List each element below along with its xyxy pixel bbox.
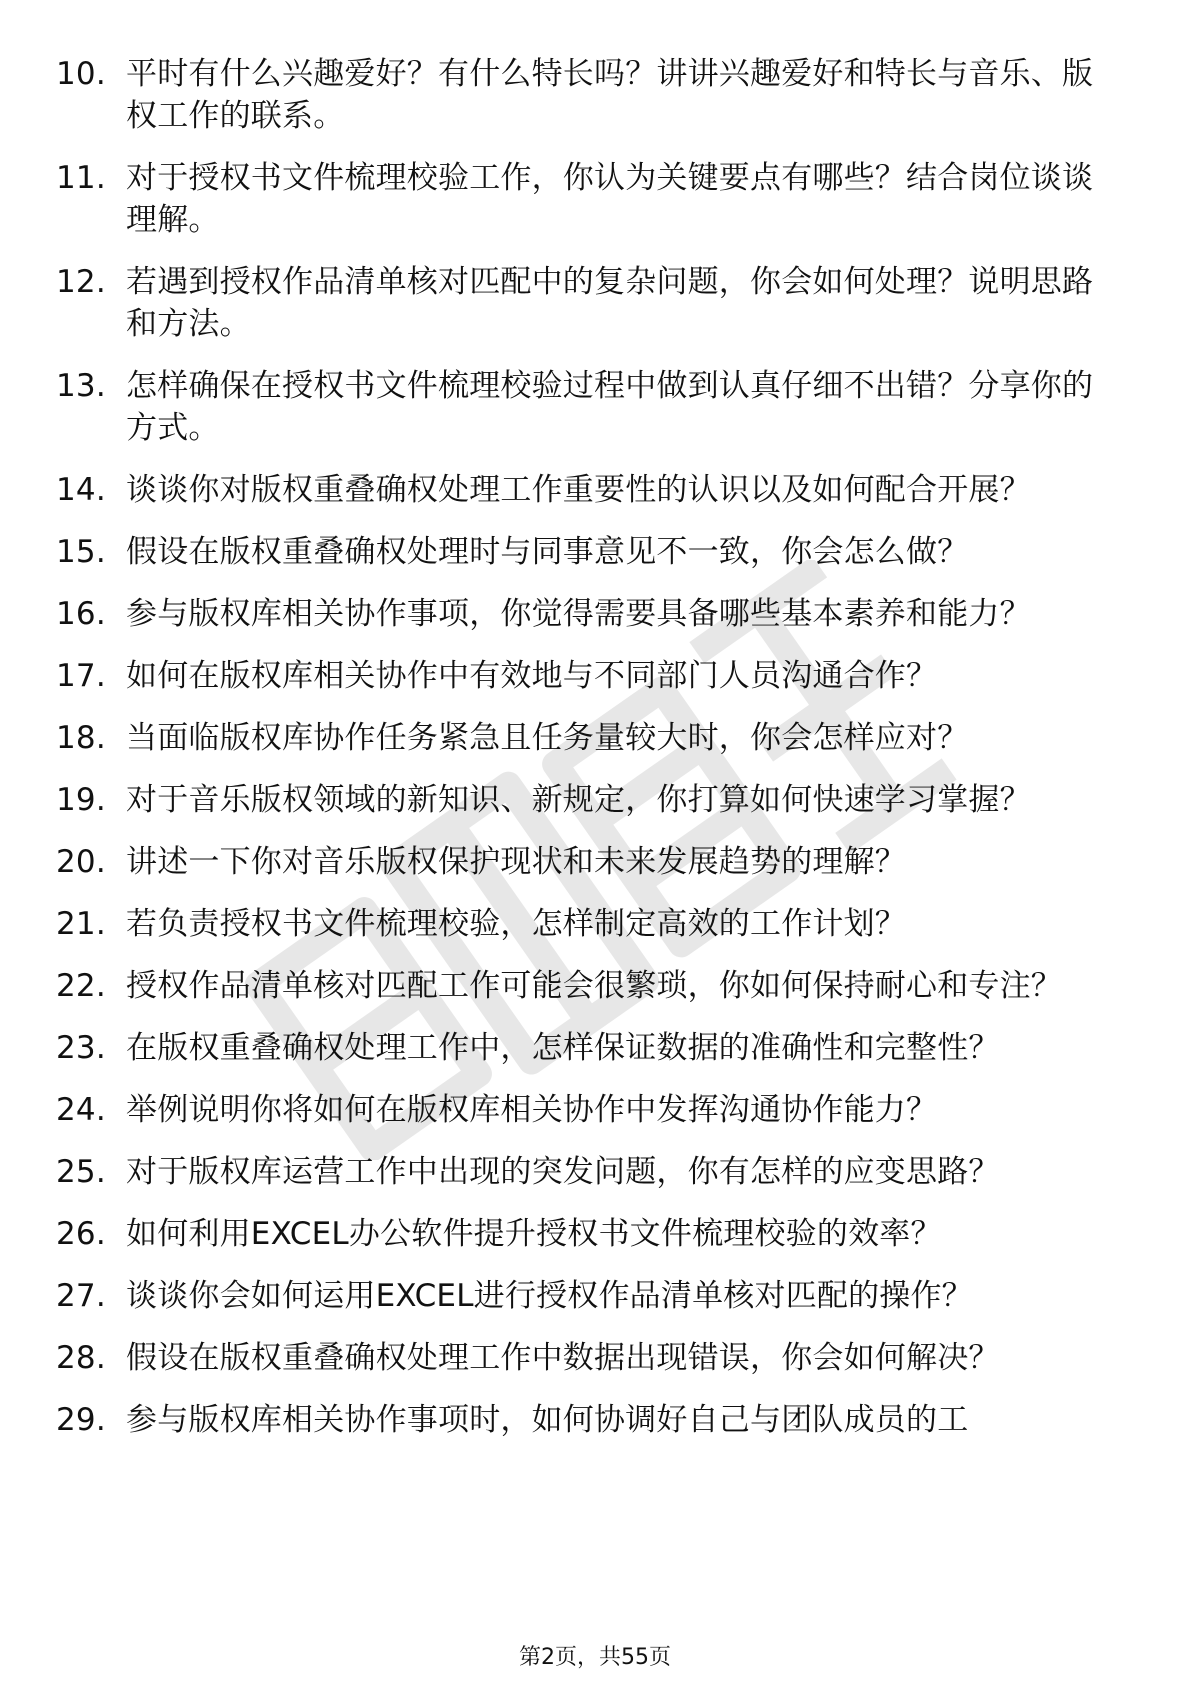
- question-text: 参与版权库相关协作事项时，如何协调好自己与团队成员的工: [126, 1402, 969, 1438]
- question-item-13: [56, 365, 1106, 449]
- question-item-15: [56, 531, 1106, 573]
- question-text: 讲述一下你对音乐版权保护现状和未来发展趋势的理解？: [126, 844, 906, 880]
- question-number: 14.: [56, 472, 106, 508]
- question-text: 如何利用EXCEL办公软件提升授权书文件梳理校验的效率？: [126, 1216, 942, 1252]
- question-number: 18.: [56, 720, 106, 756]
- question-number: 21.: [56, 906, 106, 942]
- question-number: 25.: [56, 1154, 106, 1190]
- question-item-19: [56, 779, 1106, 821]
- question-text: 若负责授权书文件梳理校验，怎样制定高效的工作计划？: [126, 906, 906, 942]
- question-text: 对于版权库运营工作中出现的突发问题，你有怎样的应变思路？: [126, 1154, 1000, 1190]
- question-item-16: [56, 593, 1106, 635]
- question-number: 26.: [56, 1216, 106, 1252]
- question-number: 23.: [56, 1030, 106, 1066]
- question-number: 29.: [56, 1402, 106, 1438]
- question-text: 谈谈你对版权重叠确权处理工作重要性的认识以及如何配合开展？: [126, 472, 1031, 508]
- question-text: 对于音乐版权领域的新知识、新规定，你打算如何快速学习掌握？: [126, 782, 1031, 818]
- question-item-21: [56, 903, 1106, 945]
- question-number: 15.: [56, 534, 106, 570]
- question-text: 参与版权库相关协作事项，你觉得需要具备哪些基本素养和能力？: [126, 596, 1031, 632]
- question-number: 12.: [56, 264, 106, 300]
- question-text: 怎样确保在授权书文件梳理校验过程中做到认真仔细不出错？分享你的方式。: [126, 368, 1094, 446]
- question-number: 22.: [56, 968, 106, 1004]
- question-text: 假设在版权重叠确权处理工作中数据出现错误，你会如何解决？: [126, 1340, 1000, 1376]
- question-number: 28.: [56, 1340, 106, 1376]
- question-text: 对于授权书文件梳理校验工作，你认为关键要点有哪些？结合岗位谈谈理解。: [126, 160, 1094, 238]
- question-item-18: [56, 717, 1106, 759]
- question-text: 如何在版权库相关协作中有效地与不同部门人员沟通合作？: [126, 658, 938, 694]
- question-text: 若遇到授权作品清单核对匹配中的复杂问题，你会如何处理？说明思路和方法。: [126, 264, 1094, 342]
- question-text: 当面临版权库协作任务紧急且任务量较大时，你会怎样应对？: [126, 720, 969, 756]
- question-item-28: [56, 1337, 1106, 1379]
- question-number: 11.: [56, 160, 106, 196]
- question-number: 10.: [56, 56, 106, 92]
- question-item-12: [56, 261, 1106, 345]
- question-item-22: [56, 965, 1106, 1007]
- question-text: 举例说明你将如何在版权库相关协作中发挥沟通协作能力？: [126, 1092, 938, 1128]
- question-item-26: [56, 1213, 1106, 1255]
- question-item-17: [56, 655, 1106, 697]
- question-text: 假设在版权重叠确权处理时与同事意见不一致，你会怎么做？: [126, 534, 969, 570]
- question-item-10: [56, 53, 1106, 137]
- question-item-23: [56, 1027, 1106, 1069]
- question-list: [56, 53, 1106, 1461]
- question-text: 在版权重叠确权处理工作中，怎样保证数据的准确性和完整性？: [126, 1030, 1000, 1066]
- question-text: 授权作品清单核对匹配工作可能会很繁琐，你如何保持耐心和专注？: [126, 968, 1062, 1004]
- question-item-25: [56, 1151, 1106, 1193]
- question-number: 16.: [56, 596, 106, 632]
- question-number: 17.: [56, 658, 106, 694]
- question-number: 19.: [56, 782, 106, 818]
- question-number: 20.: [56, 844, 106, 880]
- question-number: 27.: [56, 1278, 106, 1314]
- question-number: 24.: [56, 1092, 106, 1128]
- question-text: 平时有什么兴趣爱好？有什么特长吗？讲讲兴趣爱好和特长与音乐、版权工作的联系。: [126, 56, 1094, 134]
- question-number: 13.: [56, 368, 106, 404]
- question-item-20: [56, 841, 1106, 883]
- page-number-footer: 第2页，共55页: [519, 1645, 671, 1670]
- question-item-14: [56, 469, 1106, 511]
- question-item-29: [56, 1399, 1106, 1441]
- question-item-11: [56, 157, 1106, 241]
- question-item-27: [56, 1275, 1106, 1317]
- question-item-24: [56, 1089, 1106, 1131]
- question-text: 谈谈你会如何运用EXCEL进行授权作品清单核对匹配的操作？: [126, 1278, 973, 1314]
